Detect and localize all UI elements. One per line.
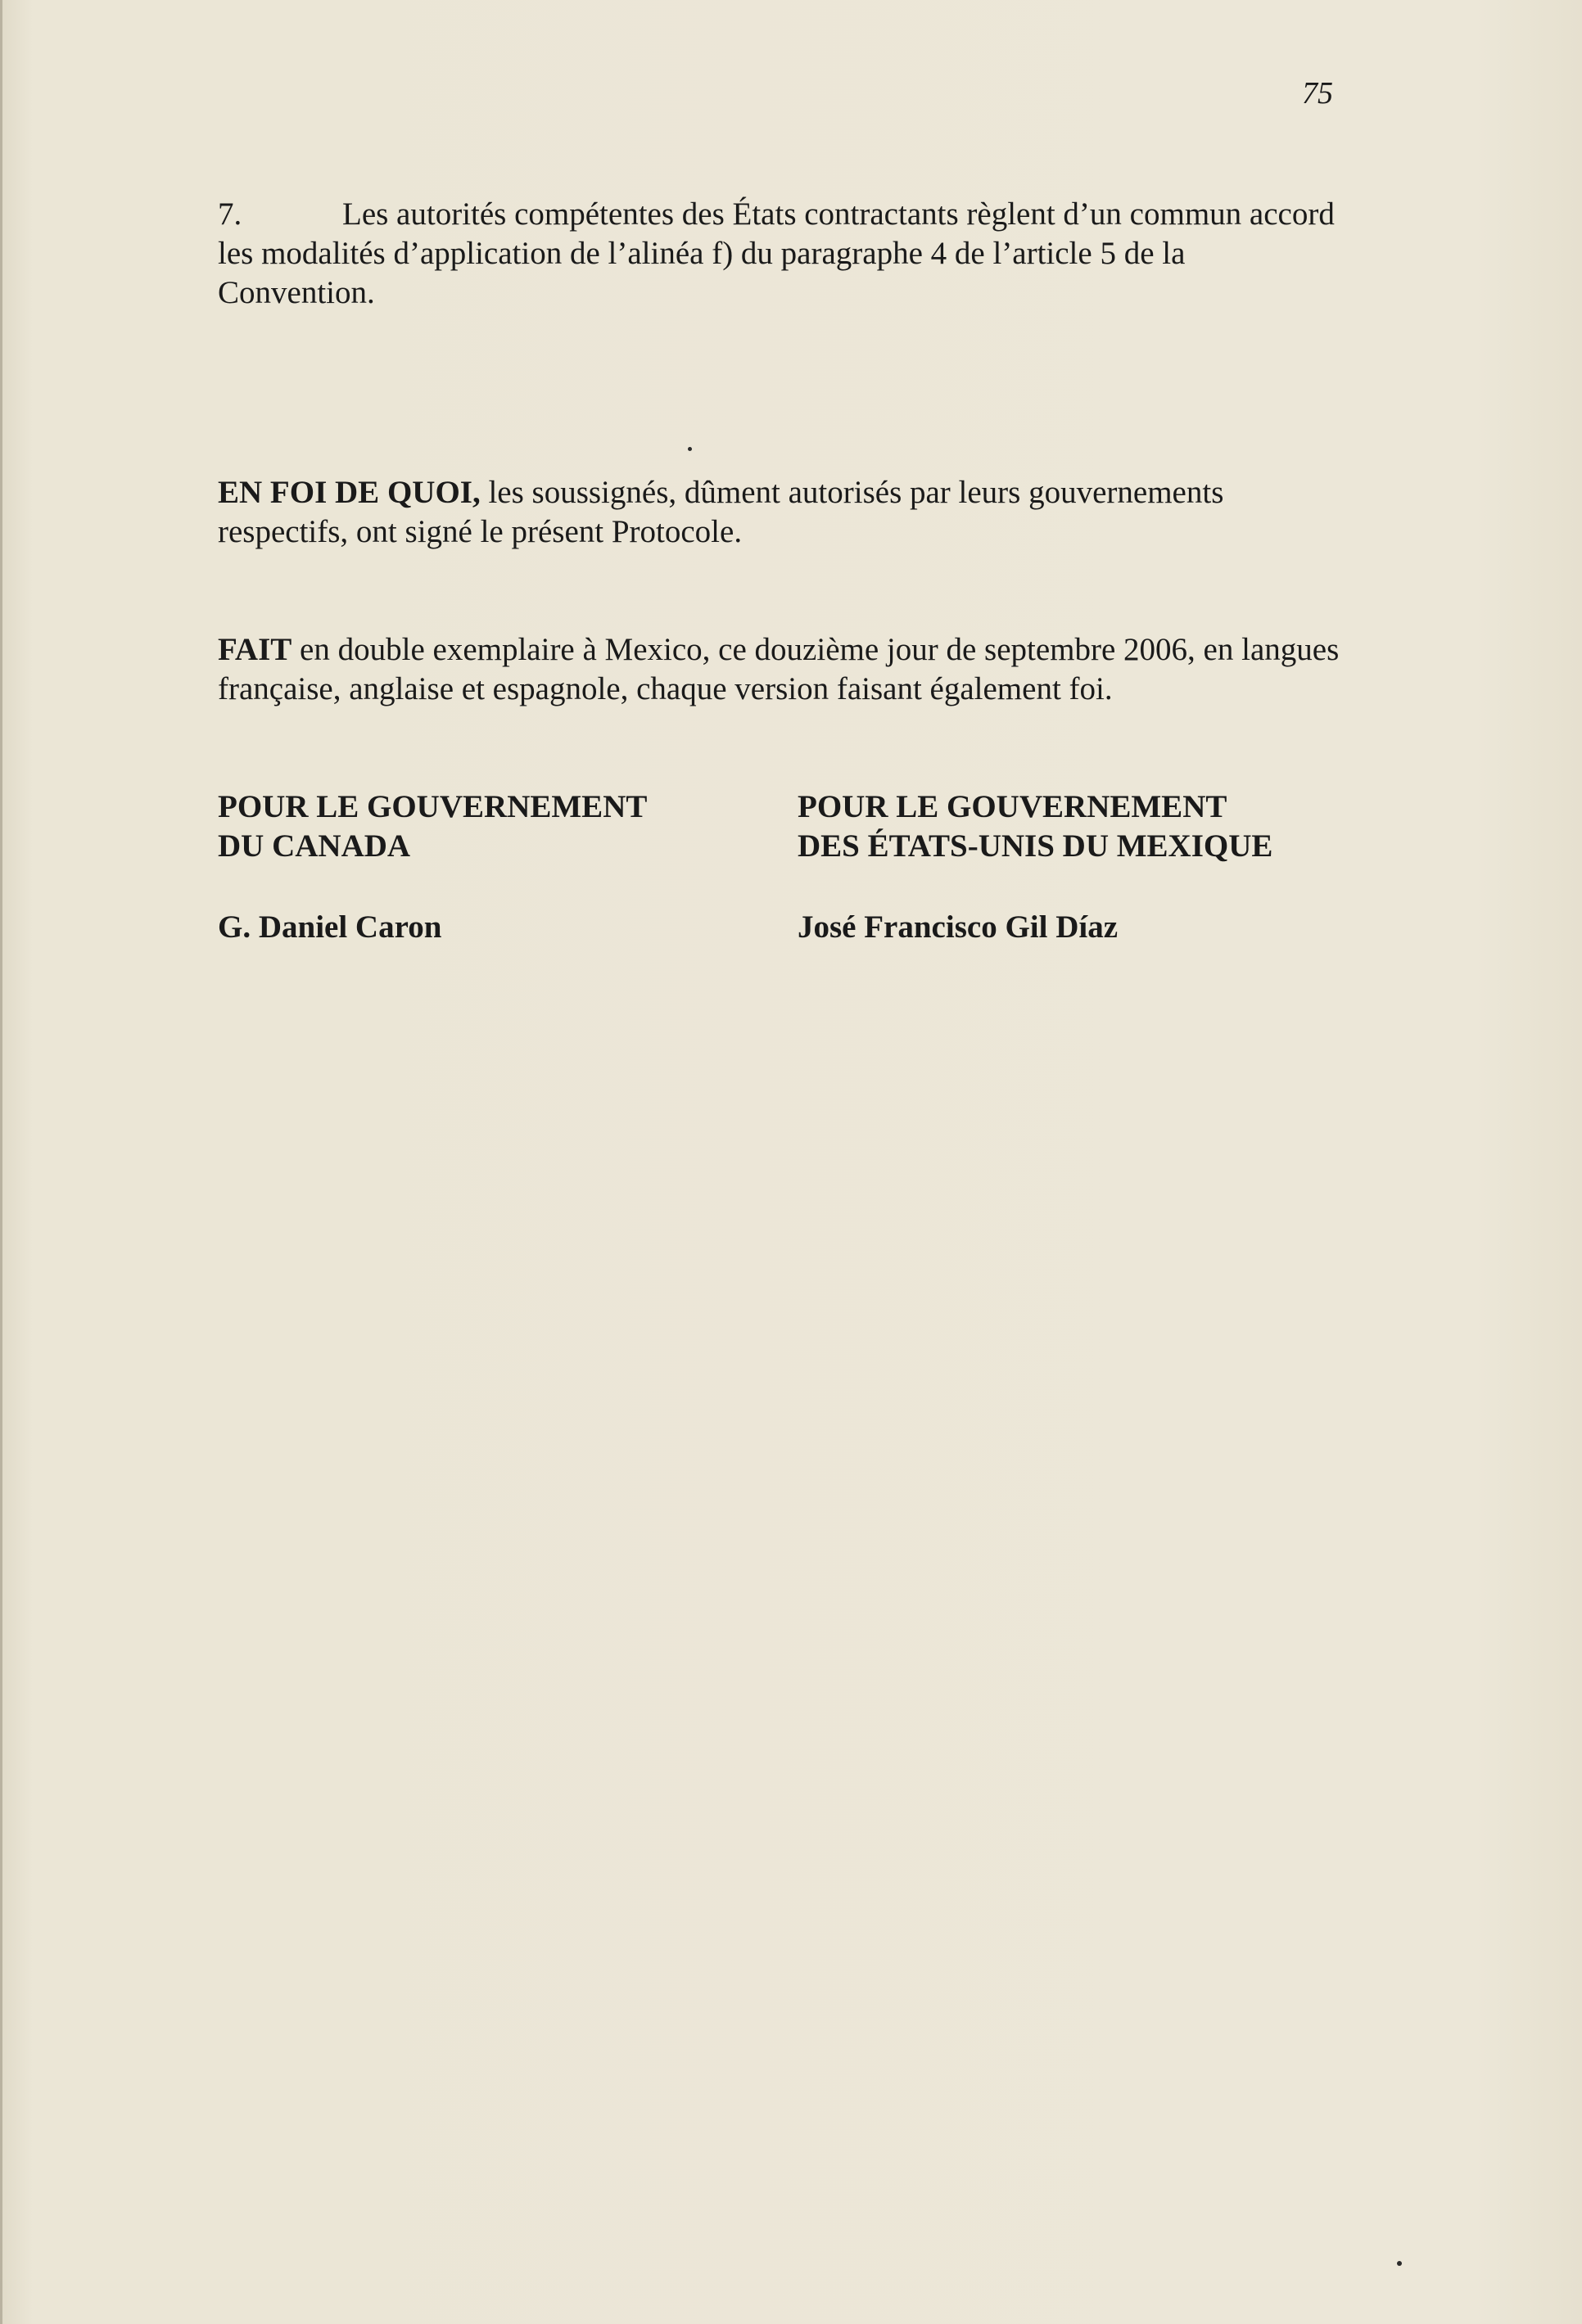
paragraph-7 — [218, 195, 1348, 313]
en-foi-de-quoi-paragraph — [218, 473, 1348, 552]
en-foi-lead: EN FOI DE QUOI, — [218, 475, 481, 510]
signature-block-canada — [218, 787, 775, 866]
fait-paragraph — [218, 630, 1348, 709]
signer-name-mexico: José Francisco Gil Díaz — [798, 909, 1119, 945]
en-foi-text: les soussignés, dûment autorisés par leurs gouvernements respectifs, ont signé le présent Protocole. — [218, 475, 1224, 549]
signature-block-mexico — [798, 787, 1420, 866]
signature-heading-line2: DU CANADA — [218, 828, 411, 864]
paragraph-number: 7. — [218, 196, 242, 232]
signature-heading-line1: POUR LE GOUVERNEMENT — [218, 789, 648, 824]
paragraph-7-text: Les autorités compétentes des États contractants règlent d’un commun accord les modalités d’application de l’alinéa f) du paragraphe 4 de l’article 5 de la Convention. — [218, 196, 1335, 310]
paper-speck — [1397, 2261, 1402, 2266]
fait-text: en double exemplaire à Mexico, ce douzième jour de septembre 2006, en langues française, anglaise et espagnole, chaque version faisant également foi. — [218, 632, 1340, 706]
fait-lead: FAIT — [218, 632, 292, 667]
signer-name-canada: G. Daniel Caron — [218, 909, 442, 945]
signature-heading-line2: DES ÉTATS-UNIS DU MEXIQUE — [798, 828, 1273, 864]
signature-heading-line1: POUR LE GOUVERNEMENT — [798, 789, 1227, 824]
page-number: 75 — [1302, 76, 1333, 111]
page-edge — [0, 0, 2, 2324]
paper-speck — [688, 447, 692, 451]
